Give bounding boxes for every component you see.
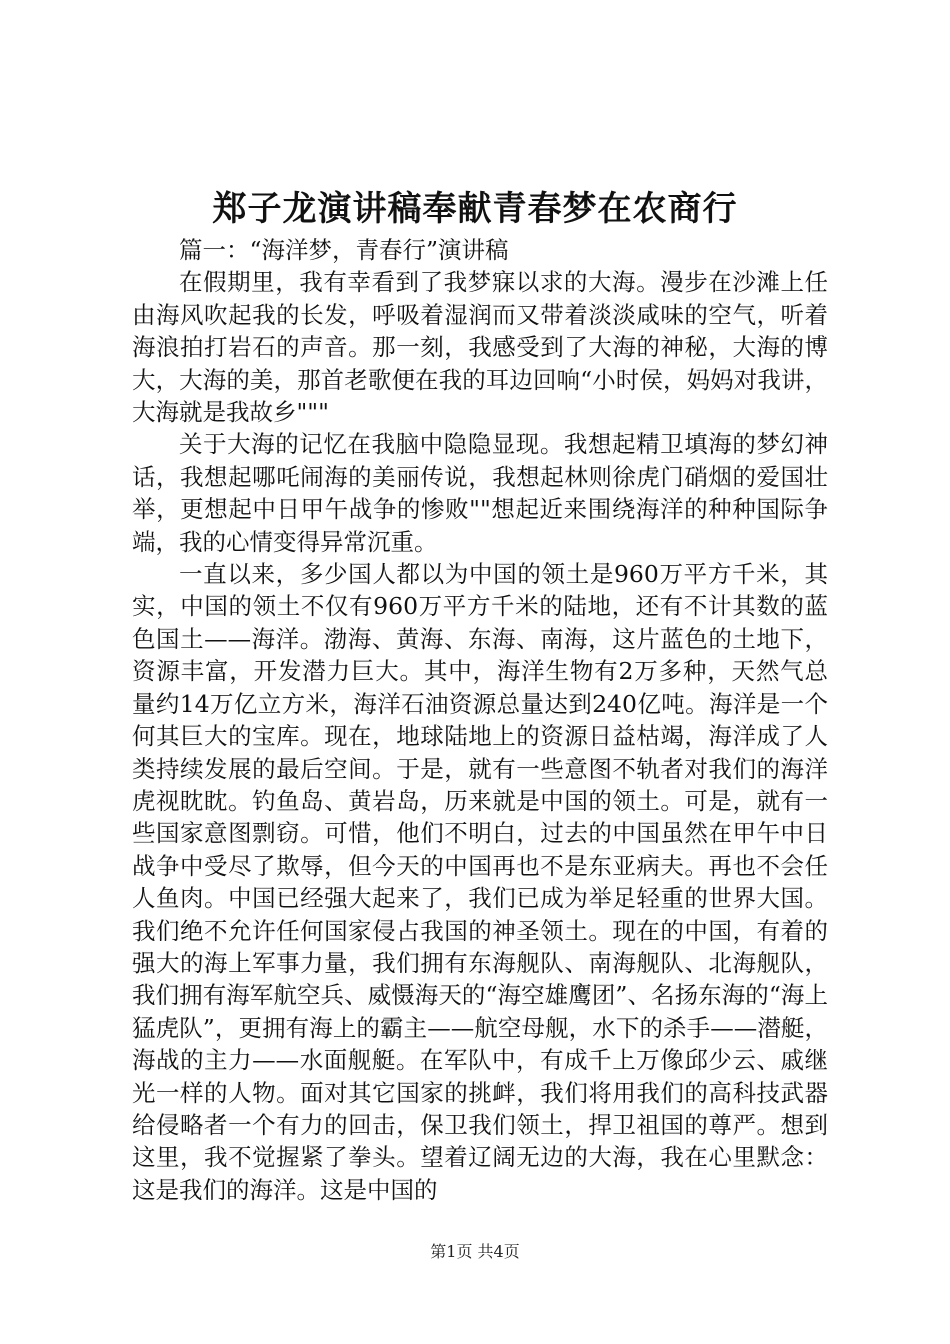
section-heading: 篇一：“海洋梦，青春行”演讲稿 (179, 236, 509, 264)
document-title: 郑子龙演讲稿奉献青春梦在农商行 (212, 189, 738, 229)
page-number-footer: 第1页 共4页 (430, 1242, 520, 1261)
body-paragraph: 在假期里，我有幸看到了我梦寐以求的大海。漫步在沙滩上任由海风吹起我的长发，呼吸着湿润而又带着淡淡咸味的空气，听着海浪拍打岩石的声音。那一刻，我感受到了大海的神秘，大海的博大，大海的美，那首老歌便在我的耳边回响“小时侯，妈妈对我讲，大海就是我故乡""" (132, 268, 828, 427)
body-paragraph: 关于大海的记忆在我脑中隐隐显现。我想起精卫填海的梦幻神话，我想起哪吒闹海的美丽传说，我想起林则徐虎门硝烟的爱国壮举，更想起中日甲午战争的惨败""想起近来围绕海洋的种种国际争端，我的心情变得异常沉重。 (132, 430, 828, 556)
document-body (132, 234, 828, 1206)
body-paragraph: 一直以来，多少国人都以为中国的领土是960万平方千米，其实，中国的领土不仅有960万平方千米的陆地，还有不计其数的蓝色国土——海洋。渤海、黄海、东海、南海，这片蓝色的土地下，资源丰富，开发潜力巨大。其中，海洋生物有2万多种，天然气总量约14万亿立方米，海洋石油资源总量达到240亿吨。海洋是一个何其巨大的宝库。现在，地球陆地上的资源日益枯竭，海洋成了人类持续发展的最后空间。于是，就有一些意图不轨者对我们的海洋虎视眈眈。钓鱼岛、黄岩岛，历来就是中国的领土。可是，就有一些国家意图剽窃。可惜，他们不明白，过去的中国虽然在甲午中日战争中受尽了欺辱，但今天的中国再也不是东亚病夫。再也不会任人鱼肉。中国已经强大起来了，我们已成为举足轻重的世界大国。我们绝不允许任何国家侵占我国的神圣领土。现在的中国，有着的强大的海上军事力量，我们拥有东海舰队、南海舰队、北海舰队，我们拥有海军航空兵、威慑海天的“海空雄鹰团”、名扬东海的“海上猛虎队”，更拥有海上的霸主——航空母舰，水下的杀手——潜艇，海战的主力——水面舰艇。在军队中，有成千上万像邱少云、戚继光一样的人物。面对其它国家的挑衅，我们将用我们的高科技武器给侵略者一个有力的回击，保卫我们领土，捍卫祖国的尊严。想到这里，我不觉握紧了拳头。望着辽阔无边的大海，我在心里默念：这是我们的海洋。这是中国的 (132, 560, 828, 1204)
